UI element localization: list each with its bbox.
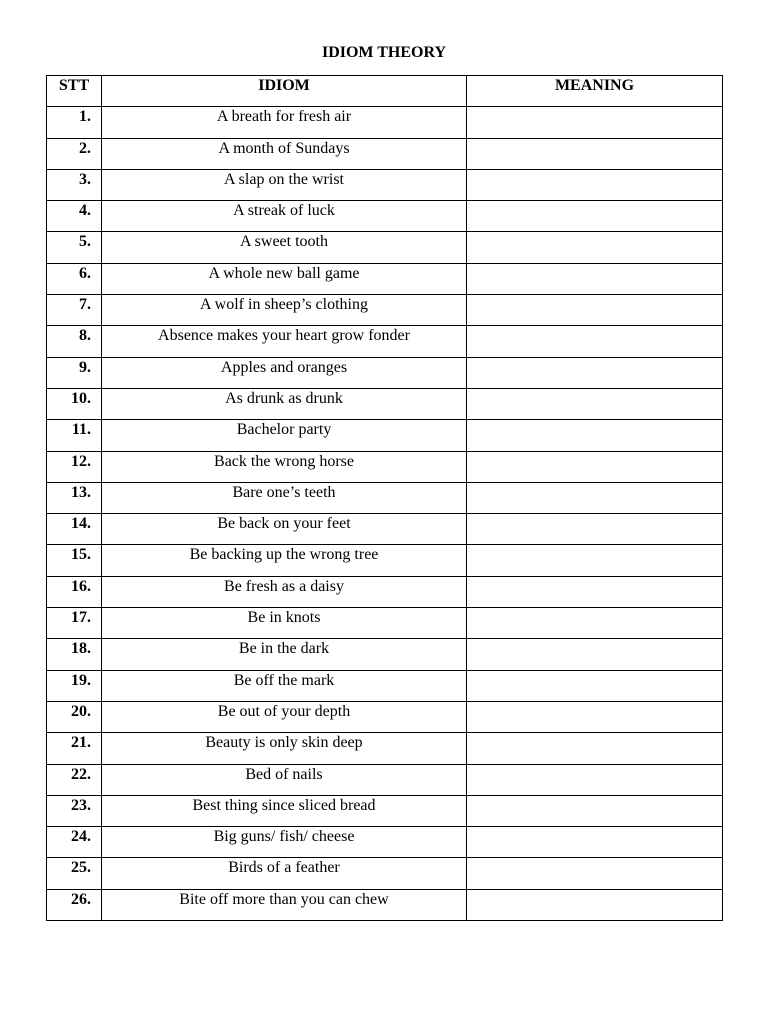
row-number: 6.: [47, 263, 102, 294]
meaning-cell[interactable]: [467, 576, 723, 607]
row-number: 15.: [47, 545, 102, 576]
meaning-cell[interactable]: [467, 482, 723, 513]
idiom-cell: Bachelor party: [102, 420, 467, 451]
idiom-cell: Absence makes your heart grow fonder: [102, 326, 467, 357]
idiom-cell: A wolf in sheep’s clothing: [102, 295, 467, 326]
table-row: [47, 795, 723, 826]
row-number: 22.: [47, 764, 102, 795]
row-number: 21.: [47, 733, 102, 764]
meaning-cell[interactable]: [467, 514, 723, 545]
table-header-row: [47, 76, 723, 107]
idiom-cell: A breath for fresh air: [102, 107, 467, 138]
meaning-cell[interactable]: [467, 326, 723, 357]
row-number: 10.: [47, 388, 102, 419]
row-number: 12.: [47, 451, 102, 482]
row-number: 11.: [47, 420, 102, 451]
row-number: 19.: [47, 670, 102, 701]
row-number: 26.: [47, 889, 102, 920]
table-body: [47, 107, 723, 921]
idiom-table: [46, 75, 723, 921]
idiom-cell: Be out of your depth: [102, 701, 467, 732]
idiom-cell: A whole new ball game: [102, 263, 467, 294]
idiom-cell: Bare one’s teeth: [102, 482, 467, 513]
idiom-cell: Best thing since sliced bread: [102, 795, 467, 826]
row-number: 9.: [47, 357, 102, 388]
idiom-cell: Back the wrong horse: [102, 451, 467, 482]
table-row: [47, 451, 723, 482]
row-number: 17.: [47, 608, 102, 639]
idiom-cell: Bite off more than you can chew: [102, 889, 467, 920]
table-row: [47, 701, 723, 732]
table-row: [47, 169, 723, 200]
meaning-cell[interactable]: [467, 201, 723, 232]
table-row: [47, 639, 723, 670]
table-row: [47, 733, 723, 764]
row-number: 4.: [47, 201, 102, 232]
column-header-stt: STT: [47, 76, 102, 107]
table-row: [47, 827, 723, 858]
meaning-cell[interactable]: [467, 420, 723, 451]
row-number: 16.: [47, 576, 102, 607]
column-header-meaning: MEANING: [467, 76, 723, 107]
idiom-cell: A slap on the wrist: [102, 169, 467, 200]
row-number: 7.: [47, 295, 102, 326]
row-number: 8.: [47, 326, 102, 357]
column-header-idiom: IDIOM: [102, 76, 467, 107]
meaning-cell[interactable]: [467, 764, 723, 795]
table-row: [47, 357, 723, 388]
table-row: [47, 138, 723, 169]
idiom-cell: Birds of a feather: [102, 858, 467, 889]
table-row: [47, 482, 723, 513]
meaning-cell[interactable]: [467, 733, 723, 764]
row-number: 1.: [47, 107, 102, 138]
meaning-cell[interactable]: [467, 701, 723, 732]
page-title: IDIOM THEORY: [321, 44, 447, 61]
idiom-cell: A month of Sundays: [102, 138, 467, 169]
meaning-cell[interactable]: [467, 388, 723, 419]
row-number: 3.: [47, 169, 102, 200]
idiom-cell: A streak of luck: [102, 201, 467, 232]
meaning-cell[interactable]: [467, 670, 723, 701]
row-number: 20.: [47, 701, 102, 732]
row-number: 13.: [47, 482, 102, 513]
meaning-cell[interactable]: [467, 357, 723, 388]
row-number: 5.: [47, 232, 102, 263]
meaning-cell[interactable]: [467, 889, 723, 920]
row-number: 23.: [47, 795, 102, 826]
idiom-cell: Be fresh as a daisy: [102, 576, 467, 607]
idiom-cell: Bed of nails: [102, 764, 467, 795]
meaning-cell[interactable]: [467, 858, 723, 889]
idiom-cell: Apples and oranges: [102, 357, 467, 388]
meaning-cell[interactable]: [467, 795, 723, 826]
meaning-cell[interactable]: [467, 107, 723, 138]
table-row: [47, 420, 723, 451]
table-row: [47, 576, 723, 607]
meaning-cell[interactable]: [467, 295, 723, 326]
table-row: [47, 201, 723, 232]
row-number: 18.: [47, 639, 102, 670]
table-row: [47, 232, 723, 263]
row-number: 25.: [47, 858, 102, 889]
idiom-cell: As drunk as drunk: [102, 388, 467, 419]
table-row: [47, 889, 723, 920]
table-row: [47, 858, 723, 889]
table-row: [47, 295, 723, 326]
idiom-cell: Be in the dark: [102, 639, 467, 670]
row-number: 24.: [47, 827, 102, 858]
meaning-cell[interactable]: [467, 545, 723, 576]
table-row: [47, 608, 723, 639]
meaning-cell[interactable]: [467, 639, 723, 670]
idiom-cell: Be backing up the wrong tree: [102, 545, 467, 576]
table-row: [47, 107, 723, 138]
meaning-cell[interactable]: [467, 138, 723, 169]
table-row: [47, 326, 723, 357]
table-row: [47, 670, 723, 701]
idiom-cell: Be in knots: [102, 608, 467, 639]
table-row: [47, 514, 723, 545]
table-row: [47, 545, 723, 576]
row-number: 2.: [47, 138, 102, 169]
meaning-cell[interactable]: [467, 169, 723, 200]
meaning-cell[interactable]: [467, 263, 723, 294]
meaning-cell[interactable]: [467, 451, 723, 482]
idiom-cell: Beauty is only skin deep: [102, 733, 467, 764]
meaning-cell[interactable]: [467, 827, 723, 858]
idiom-cell: Big guns/ fish/ cheese: [102, 827, 467, 858]
idiom-cell: Be off the mark: [102, 670, 467, 701]
meaning-cell[interactable]: [467, 232, 723, 263]
idiom-cell: A sweet tooth: [102, 232, 467, 263]
meaning-cell[interactable]: [467, 608, 723, 639]
table-row: [47, 764, 723, 795]
table-row: [47, 388, 723, 419]
idiom-cell: Be back on your feet: [102, 514, 467, 545]
row-number: 14.: [47, 514, 102, 545]
table-row: [47, 263, 723, 294]
